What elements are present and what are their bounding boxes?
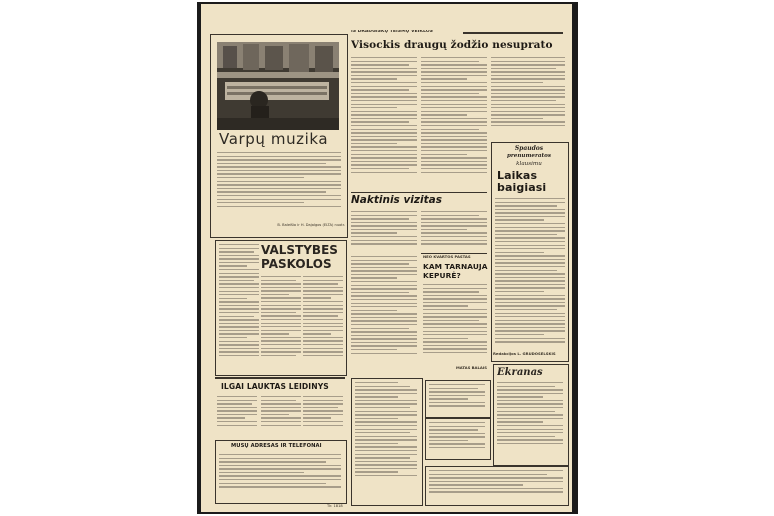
ads-box-1-text [429,384,485,414]
leidinys-col-3 [303,396,343,436]
address-headline: MŪSŲ ADRESAS IR TELEFONAI [231,443,322,449]
subscription-kicker-2: prenumeratos [506,153,552,159]
naktinis-col-1 [351,211,417,251]
visockis-col-3 [491,57,565,137]
kepure-signature: MATAS BALAIS [455,366,487,370]
leidinys-col-2 [261,396,301,436]
leidinys-rule [215,377,345,379]
loans-col-1 [219,244,259,370]
newspaper-page [201,4,572,512]
print-run: Tir. 1818 [327,504,343,508]
ekranas-text [497,382,563,460]
mid-column-text [351,256,417,372]
visockis-col-1 [351,57,417,189]
ekranas-title: Ekranas [497,367,543,378]
naktinis-rule [351,192,487,193]
section-kicker: IŠ DRAUGIŠKŲ TEISMŲ VEIKLOS [351,30,433,34]
subscription-text [495,198,565,346]
bell-tower-photo [217,42,339,130]
photo-credit: B. Baleišio ir H. Dajalgos (ELTA) nuotr. [277,223,345,227]
kepure-kicker: NEO KVARTOS PAŠTAS [423,255,471,259]
photo-story-headline: Varpų muzika [219,130,329,148]
subscription-kicker-1: Spaudos [514,145,544,152]
leidinys-headline: ILGAI LAUKTAS LEIDINYS [221,382,329,391]
ads-box-2-text [429,422,485,456]
kepure-text [423,284,487,366]
kepure-headline-2: KEPURĖ? [423,271,461,280]
loans-headline-1: VALSTYBĖS [261,244,338,257]
visockis-col-2 [421,57,487,189]
kepure-rule [421,253,487,254]
subscription-headline: Laikas baigiasi [497,170,547,194]
subscription-kicker-3: klausimu [516,161,542,167]
loans-headline-2: PASKOLOS [261,258,332,271]
leidinys-col-1 [217,396,257,436]
loans-col-3 [303,276,343,370]
naktinis-col-2 [421,211,487,251]
kepure-headline-1: KAM TARNAUJA [423,262,488,271]
top-rule [463,32,563,34]
loans-col-2 [261,276,301,370]
subscription-signature: Redakcijos L. GRUDOSELSKIS [493,352,556,356]
photo-story-text [217,152,341,214]
naktinis-headline: Naktinis vizitas [351,194,442,206]
article-headline: Visockis draugų žodžio nesuprato [351,39,553,51]
bottom-notice-text [429,470,563,502]
tv-program-text [355,382,417,500]
address-text [219,454,341,498]
